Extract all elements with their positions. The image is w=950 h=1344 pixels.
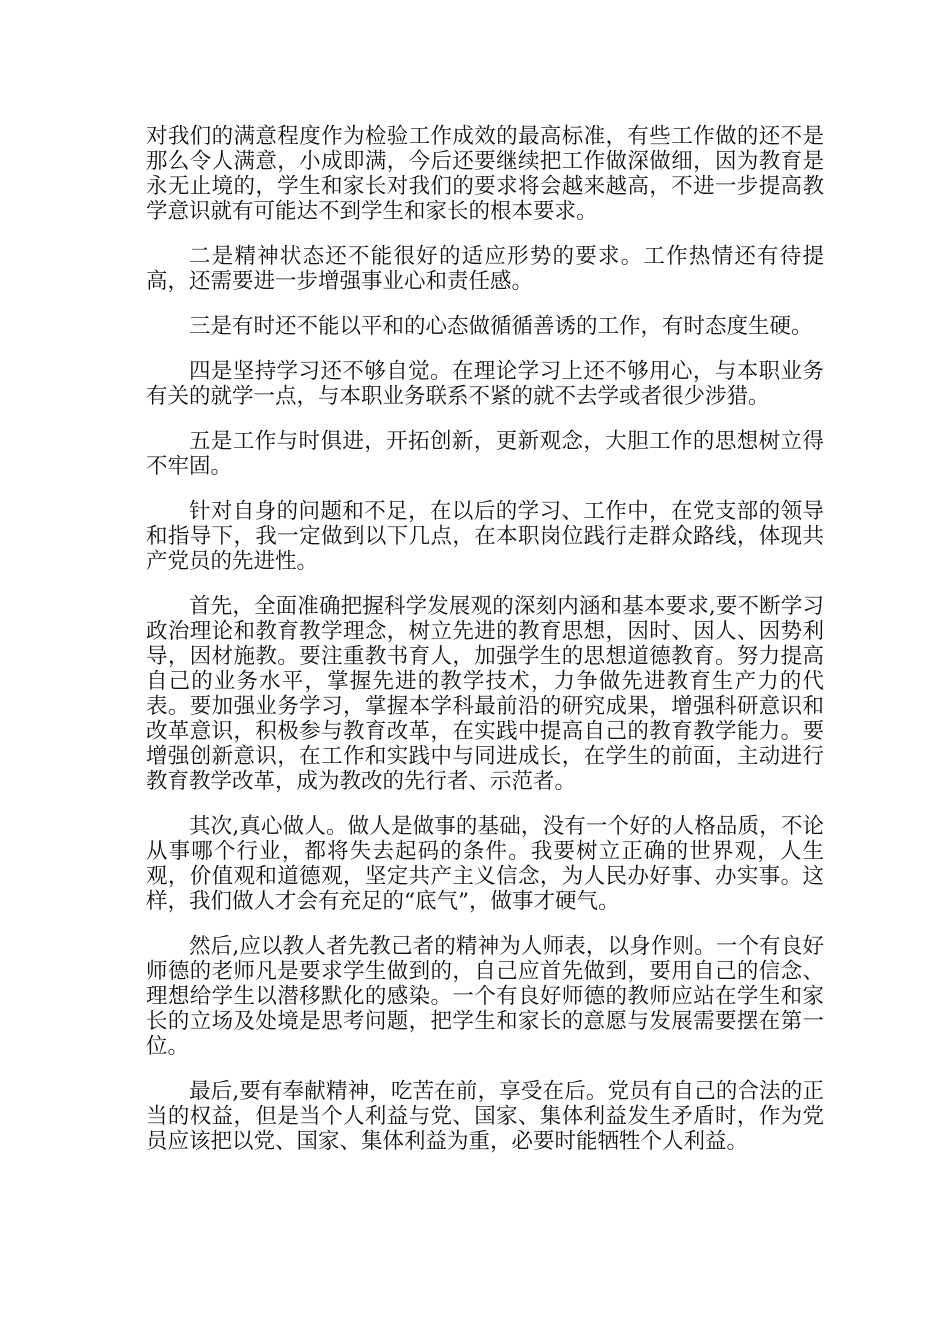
paragraph-second: 其次,真心做人。做人是做事的基础，没有一个好的人格品质，不论从事哪个行业，都将失去起码的条件。我要树立正确的世界观，人生观，价值观和道德观，坚定共产主义信念，为人民办好事、办实事。这样，我们做人才会有充足的“底气”，做事才硬气。: [146, 814, 824, 914]
paragraph-point-two: 二是精神状态还不能很好的适应形势的要求。工作热情还有待提高，还需要进一步增强事业心和责任感。: [146, 244, 824, 294]
paragraph-point-three: 三是有时还不能以平和的心态做循循善诱的工作，有时态度生硬。: [189, 314, 813, 339]
paragraph-first: 首先，全面准确把握科学发展观的深刻内涵和基本要求,要不断学习政治理论和教育教学理念，树立先进的教育思想，因时、因人、因势利导，因材施教。要注重教书育人，加强学生的思想道德教育。努力提高自己的业务水平，掌握先进的教学技术，力争做先进教育生产力的代表。要加强业务学习，掌握本学科最前沿的研究成果，增强科研意识和改革意识，积极参与教育改革，在实践中提高自己的教育教学能力。要增强创新意识，在工作和实践中与同进成长，在学生的前面，主动进行教育教学改革，成为教改的先行者、示范者。: [146, 594, 824, 794]
paragraph-finally: 最后,要有奉献精神，吃苦在前，享受在后。党员有自己的合法的正当的权益，但是当个人利益与党、国家、集体利益发生矛盾时，作为党员应该把以党、国家、集体利益为重，必要时能牺牲个人利益。: [146, 1079, 824, 1154]
paragraph-point-four: 四是坚持学习还不够自觉。在理论学习上还不够用心，与本职业务有关的就学一点，与本职业务联系不紧的就不去学或者很少涉猎。: [146, 359, 824, 409]
paragraph-point-five: 五是工作与时俱进，开拓创新，更新观念，大胆工作的思想树立得不牢固。: [146, 429, 824, 479]
document-page: [146, 124, 824, 1174]
paragraph-commitment-intro: 针对自身的问题和不足，在以后的学习、工作中，在党支部的领导和指导下，我一定做到以下几点，在本职岗位践行走群众路线，体现共产党员的先进性。: [146, 499, 824, 574]
paragraph-then: 然后,应以教人者先教己者的精神为人师表，以身作则。一个有良好师德的老师凡是要求学生做到的，自己应首先做到，要用自己的信念、理想给学生以潜移默化的感染。一个有良好师德的教师应站在学生和家长的立场及处境是思考问题，把学生和家长的意愿与发展需要摆在第一位。: [146, 934, 824, 1059]
paragraph-continuation: 对我们的满意程度作为检验工作成效的最高标准，有些工作做的还不是那么令人满意，小成即满，今后还要继续把工作做深做细，因为教育是永无止境的，学生和家长对我们的要求将会越来越高，不进一步提高教学意识就有可能达不到学生和家长的根本要求。: [146, 124, 824, 224]
